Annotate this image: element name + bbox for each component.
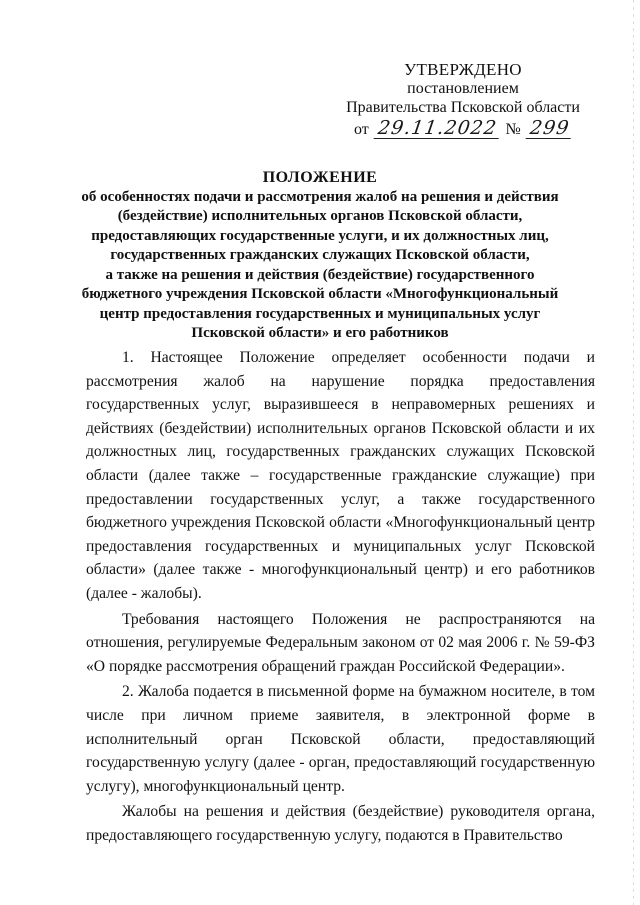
title-main: ПОЛОЖЕНИЕ: [262, 169, 378, 186]
title-line: государственных гражданских служащих Псковской области,: [110, 247, 530, 263]
number-label: №: [505, 121, 521, 138]
title-line: (бездействие) исполнительных органов Псковской области,: [117, 208, 523, 224]
paragraph: Требования настоящего Положения не распространяются на отношения, регулируемые Федеральным законом от 02 мая 2006 г. № 59-ФЗ «О порядке рассмотрения обращений граждан Российской Федерации».: [86, 610, 595, 675]
title-line: бюджетного учреждения Псковской области «Многофункциональный: [81, 286, 559, 302]
title-line: центр предоставления государственных и муниципальных услуг: [99, 305, 541, 322]
handwritten-number: 299: [525, 119, 573, 139]
paragraph: Жалобы на решения и действия (бездействие) руководителя органа, предоставляющего государственную услугу, подаются в Правительство: [86, 803, 595, 844]
approval-block: [328, 60, 598, 139]
approval-heading: УТВЕРЖДЕНО: [404, 60, 522, 79]
approval-date-number: [328, 119, 598, 139]
from-label: от: [353, 121, 369, 138]
title-line: а также на решения и действия (бездействие) государственного: [105, 266, 535, 283]
title-line: Псковской области» и его работников: [191, 325, 449, 341]
document-body: [86, 346, 595, 847]
handwritten-date: 29.11.2022: [373, 119, 501, 139]
scan-edge-divider: [633, 0, 634, 905]
approval-line-2: Правительства Псковской области: [346, 99, 580, 116]
paragraph: 1. Настоящее Положение определяет особенности подачи и рассмотрения жалоб на нарушение порядка предоставления государственных услуг, выразившееся в неправомерных решениях и действиях (бездействии) исполнительных органов Псковской области и их должностных лиц, государственных гражданских служащих Псковской области (далее также – государственные гражданские служащие) при предоставлении государственных услуг, а также государственного бюджетного учреждения Псковской области «Многофункциональный центр предоставления государственных и муниципальных услуг Псковской области» (далее также - многофункциональный центр) и его работников (далее - жалобы).: [86, 349, 595, 602]
title-line: об особенностях подачи и рассмотрения жалоб на решения и действия: [81, 188, 559, 205]
paragraph: 2. Жалоба подается в письменной форме на бумажном носителе, в том числе при личном приеме заявителя, в электронной форме в исполнительный орган Псковской области, предоставляющий государственную услугу (далее - орган, предоставляющий государственную услугу), многофункциональный центр.: [86, 683, 595, 795]
title-line: предоставляющих государственные услуги, и их должностных лиц,: [91, 227, 549, 244]
document-title: [80, 168, 560, 344]
approval-line-1: постановлением: [407, 80, 519, 97]
